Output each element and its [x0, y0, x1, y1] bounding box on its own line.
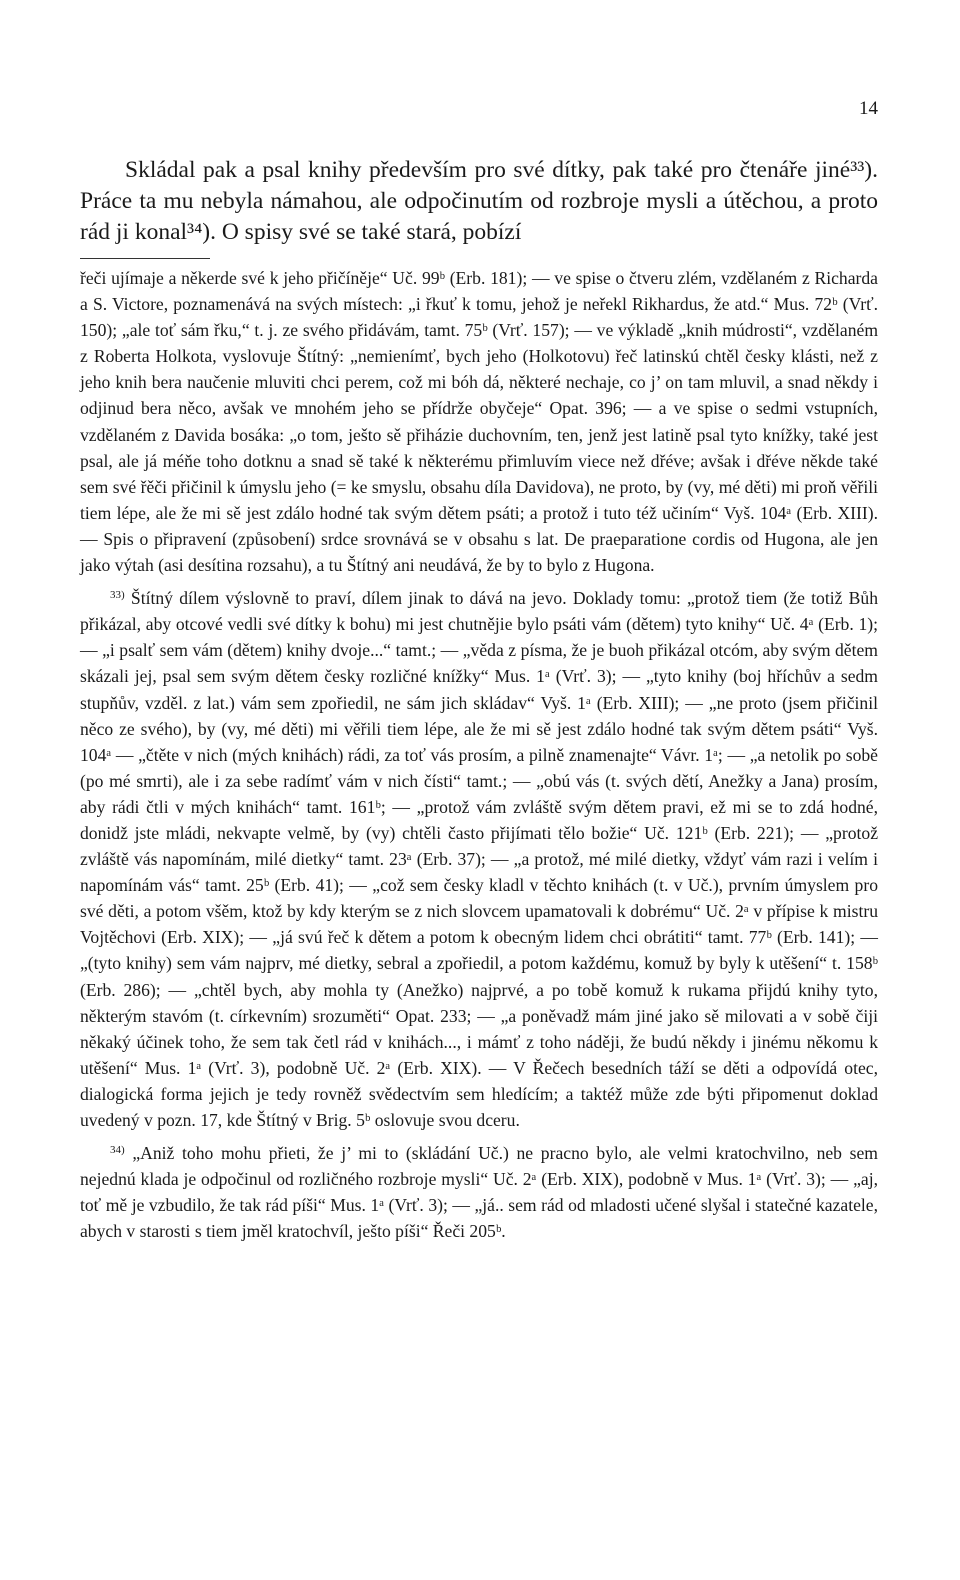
footnote-separator — [80, 258, 210, 259]
page-number: 14 — [859, 98, 878, 119]
footnote-text: „Aniž toho mohu přieti, že j’ mi to (skládání Uč.) ne pracno bylo, ale velmi kratochvilno, neb sem nejednú klada je odpočinul od rozličného rozbroje mysli“ Uč. 2ᵃ (Erb. XIX), podobně v Mus. 1ᵃ (Vrť. 3); — „aj, toť mě je vzbudilo, že tak rád píši“ Mus. 1ᵃ (Vrť. 3); — „já.. sem rád od mladosti učené slyšal i statečné kazatele, abych v starosti s tiem jměl kratochvíl, ješto píši“ Řeči 205ᵇ. — [80, 1143, 878, 1242]
footnote-text: Štítný dílem výslovně to praví, dílem jinak to dává na jevo. Doklady tomu: „protož tiem (že totiž Bůh přikázal, aby otcové vedli své dítky k bohu) mi jest chutnějie bylo psáti vám (dětem) tyto knihy“ Uč. 4ᵃ (Erb. 1); — „i psalť sem vám (dětem) knihy dvoje...“ tamt.; — „věda z písma, že je buoh přikázal otcóm, aby svým dětem skázali jej, psal sem svým dětem česky rozličné knížky“ Mus. 1ᵃ (Vrť. 3); — „tyto knihy (boj hříchův a sedm stupňův, vzděl. z lat.) vám sem zpořiedil, ne sám jich skládav“ Vyš. 1ᵃ (Erb. XIII); — „ne proto (jsem přičinil něco ze svého), by (vy, mé děti) mi věřili tiem lépe, ale že mi sě jest zdálo hodné tak svým dětem psáti“ Vyš. 104ᵃ — „čtěte v nich (mých knihách) rádi, za toť vás prosím, a pilně znamenajte“ Vávr. 1ᵃ; — „a netolik po sobě (po mé smrti), ale i za sebe radímť vám v nich čísti“ tamt.; — „obú vás (t. svých dětí, Anežky a Jana) prosím, aby rádi čtli v mých knihách“ tamt. 161ᵇ; — „protož vám zvláště svým dětem pravi, ež mi se to zdá hodné, donidž jste mládi, nekvapte velmě, by (vy) chtěli často přijímati tělo božie“ Uč. 121ᵇ (Erb. 221); — „protož zvláště vás napomínám, milé dietky“ tamt. 23ᵃ (Erb. 37); — „a protož, mé milé dietky, vždyť vám razi i velím i napomínám vás“ tamt. 25ᵇ (Erb. 41); — „což sem česky kladl v těchto knihách (t. v Uč.), prvním úmyslem pro své děti, a potom všěm, ktož by kdy kterým se z nich slovcem upamatovali k dobrému“ Uč. 2ᵃ v přípise k mistru Vojtěchovi (Erb. XIX); — „já svú řeč k dětem a potom k obecným lidem chci obrátiti“ tamt. 77ᵇ (Erb. 141); — „(tyto knihy) sem vám najprv, mé dietky, sebral a zpořiedil, a potom každému, komuž by byly k utěšení“ t. 158ᵇ (Erb. 286); — „chtěl bych, aby mohla ty (Anežko) najprvé, a po tobě komuž k rukama přijdú knihy tyto, některým stavóm (t. církevním) srozuměti“ Opat. 233; — „a poněvadž mám jiné jako sě milovati a v sobě čiji někaký účinek toho, že sem tak četl rád v knihách..., i mámť z toho náději, že budú někdy i jinému někomu k utěšení“ Mus. 1ᵃ (Vrť. 3), podobně Uč. 2ᵃ (Erb. XIX). — V Řečech besedních táží se děti a odpovídá otec, dialogická forma jejich je tedy rovněž svědectvím sem hledícím; a taktéž může zde býti připomenut doklad uvedený v pozn. 17, kde Štítný v Brig. 5ᵇ oslovuje svou dceru. — [80, 588, 878, 1130]
footnote-34 — [80, 1140, 878, 1244]
footnote-mark: 33) — [110, 589, 125, 602]
main-paragraph: Skládal pak a psal knihy především pro své dítky, pak také pro čtenáře jiné³³). Práce ta mu nebyla námahou, ale odpočinutím od rozbroje mysli a útěchou, a proto rád ji konal³⁴). O spisy své se také stará, pobízí — [80, 157, 878, 245]
footnote-33 — [80, 585, 878, 1133]
footnote-continuation: řeči ujímaje a někerde své k jeho přičíněje“ Uč. 99ᵇ (Erb. 181); — ve spise o čtveru zlém, vzdělaném z Richarda a S. Victore, poznamenává na svých místech: „i řkuť k tomu, jehož je neřekl Rikhardus, že atd.“ Mus. 72ᵇ (Vrť. 150); „ale toť sám řku,“ t. j. ze svého přidávám, tamt. 75ᵇ (Vrť. 157); — ve výkladě „knih múdrosti“, vzdělaném z Roberta Holkota, vyslovuje Štítný: „nemienímť, bych jeho (Holkotovu) řeč latinskú chtěl česky klásti, než z jeho knih bera naučenie mluviti chci perem, což mi bóh dá, některé nechaje, co j’ on tam mluvil, a snad někdy i odjinud bera něco, avšak ve mnohém jeho se přídrže obyčeje“ Opat. 396; — a ve spise o sedmi vstupních, vzdělaném z Davida bosáka: „o tom, ješto sě přiházie duchovním, ten, jenž jest latině psal tyto knížky, také jest psal, ale já méňe toho dotknu a snad sě také k některému přimluvím viece než dřéve; avšak i dřéve někde také sem své řěči přičinil k úmyslu jeho (= ke smyslu, obsahu díla Davidova), ne proto, by (vy, mé děti) mi proň věřili tiem lépe, ale že mi sě jest zdálo hodné tak svým dětem psáti; a protož i tuto též učiním“ Vyš. 104ᵃ (Erb. XIII). — Spis o připravení (způsobení) srdce srovnává se v obsahu s lat. De praeparatione cordis od Hugona, ale jen jako výtah (asi desítina rozsahu), a tu Štítný ani neudává, že by to bylo z Hugona. — [80, 268, 878, 576]
page — [80, 0, 878, 1580]
footnotes — [80, 265, 878, 1244]
footnote-mark: 34) — [110, 1144, 125, 1157]
